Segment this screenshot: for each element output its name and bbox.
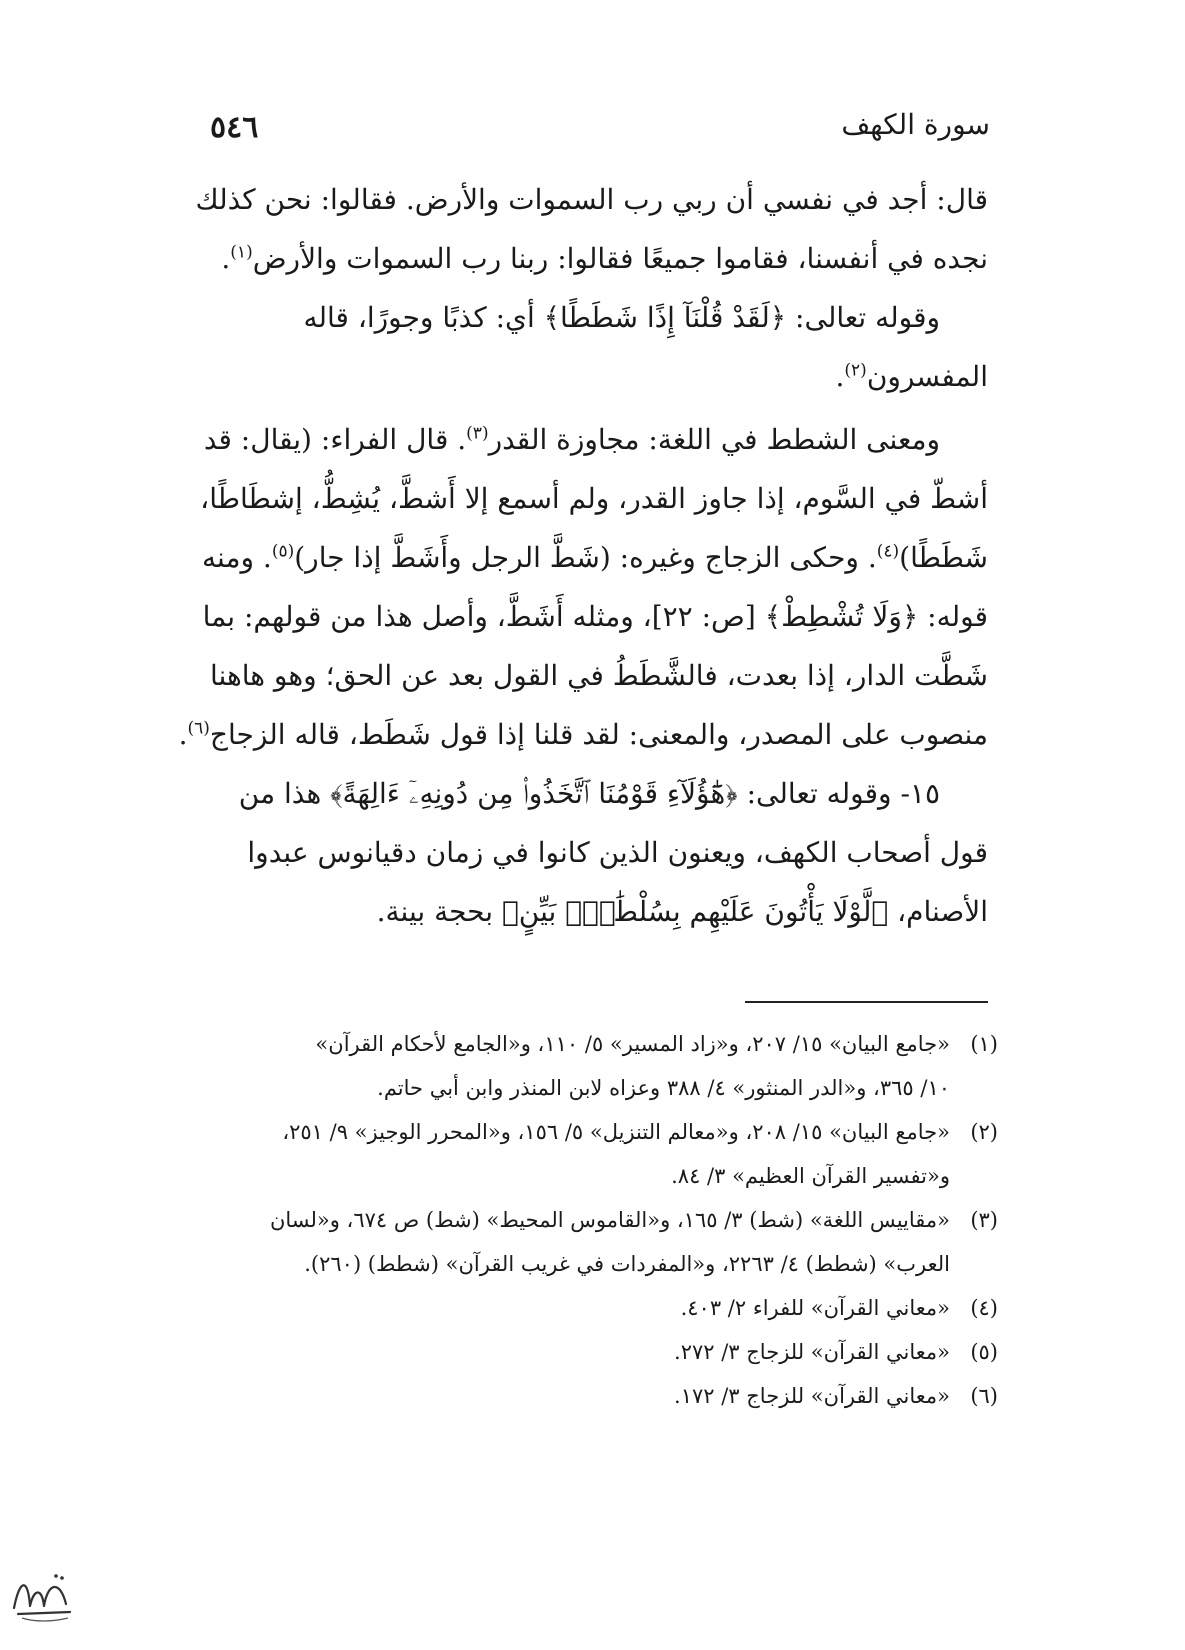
text-span: نجده في أنفسنا، فقاموا جميعًا فقالوا: ربنا رب السموات والأرض bbox=[252, 242, 988, 275]
footnote-ref: (٤) bbox=[876, 541, 900, 562]
punctuation: . bbox=[178, 718, 188, 751]
footnote-line: «معاني القرآن» للفراء ٢/ ٤٠٣. bbox=[680, 1296, 950, 1320]
footnote-line: «جامع البيان» ١٥/ ٢٠٧، و«زاد المسير» ٥/ ١١٠، و«الجامع لأحكام القرآن» bbox=[315, 1032, 950, 1056]
text-line bbox=[128, 528, 988, 587]
footnote-line: «جامع البيان» ١٥/ ٢٠٨، و«معالم التنزيل» ٥/ ١٥٦، و«المحرر الوجيز» ٩/ ٢٥١، bbox=[282, 1120, 950, 1144]
running-title: سورة الكهف bbox=[841, 108, 990, 141]
footnote-number: (١) bbox=[970, 1032, 998, 1056]
punctuation: . bbox=[221, 242, 231, 275]
page-number: ٥٤٦ bbox=[210, 110, 259, 145]
footnote-text bbox=[128, 1198, 950, 1286]
quran-quote: ﴿لَّوْلَا يَأْتُونَ عَلَيْهِم بِسُلْطَٰنٍۭ بَيِّنٍ﴾ bbox=[501, 895, 889, 928]
text-line: قال: أجد في نفسي أن ربي رب السموات والأرض. فقالوا: نحن كذلك bbox=[195, 183, 988, 216]
paragraph-1 bbox=[128, 170, 988, 288]
punctuation: . bbox=[835, 360, 845, 393]
text-span: المفسرون bbox=[866, 360, 988, 393]
footnote-text bbox=[128, 1286, 950, 1330]
footnote-number: (٢) bbox=[970, 1120, 998, 1144]
footnotes bbox=[128, 1022, 998, 1418]
quran-quote: ﴿لَقَدْ قُلْنَآ إِذًا شَطَطًا﴾ bbox=[543, 301, 787, 334]
paragraph-2 bbox=[128, 288, 988, 406]
footnote-text bbox=[128, 1330, 950, 1374]
footnote-item bbox=[128, 1022, 998, 1110]
quran-quote: ﴿وَلَا تُشْطِطْ﴾ bbox=[764, 600, 919, 633]
footnote-item bbox=[128, 1374, 998, 1418]
page-header bbox=[210, 108, 990, 154]
footnote-number: (٦) bbox=[970, 1384, 998, 1408]
text-span: . وحكى الزجاج وغيره: (شَطَّ الرجل وأَشَطَّ إذا جار) bbox=[294, 541, 877, 574]
text-line bbox=[128, 764, 988, 823]
footnote-line: العرب» (شطط) ٤/ ٢٢٦٣، و«المفردات في غريب القرآن» (شطط) (٢٦٠). bbox=[304, 1252, 950, 1276]
text-span: أي: كذبًا وجورًا، قاله bbox=[303, 301, 544, 334]
footnote-line: و«تفسير القرآن العظيم» ٣/ ٨٤. bbox=[671, 1164, 950, 1188]
text-span: الأصنام، bbox=[888, 895, 988, 928]
main-text bbox=[128, 170, 988, 941]
text-line: قول أصحاب الكهف، ويعنون الذين كانوا في زمان دقيانوس عبدوا bbox=[247, 836, 988, 869]
footnote-line: «مقاييس اللغة» (شط) ٣/ ١٦٥، و«القاموس المحيط» (شط) ص ٦٧٤، و«لسان bbox=[269, 1208, 950, 1232]
text-span: وقوله تعالى: bbox=[786, 301, 940, 334]
footnote-line: «معاني القرآن» للزجاج ٣/ ١٧٢. bbox=[674, 1384, 950, 1408]
text-line: أشطّ في السَّوم، إذا جاوز القدر، ولم أسمع إلا أَشطَّ، يُشِطُّ، إشطَاطًا، bbox=[200, 482, 988, 515]
text-line bbox=[128, 288, 988, 347]
paragraph-4 bbox=[128, 764, 988, 941]
footnote-item bbox=[128, 1286, 998, 1330]
text-span: هذا من bbox=[238, 777, 331, 810]
text-line bbox=[128, 229, 988, 288]
text-line bbox=[128, 587, 988, 646]
quran-quote: ﴿هَٰٓؤُلَآءِ قَوْمُنَا ٱتَّخَذُوا۟ مِن دُونِهِۦٓ ءَالِهَةً﴾ bbox=[330, 777, 738, 810]
text-span: شَطَطًا) bbox=[899, 541, 988, 574]
footnote-separator bbox=[745, 1001, 988, 1003]
footnote-number: (٣) bbox=[970, 1208, 998, 1232]
text-line bbox=[128, 705, 988, 764]
footnote-ref: (١) bbox=[230, 242, 253, 263]
footnote-item bbox=[128, 1330, 998, 1374]
text-span: ومعنى الشطط في اللغة: مجاوزة القدر bbox=[488, 423, 940, 456]
footnote-ref: (٥) bbox=[271, 541, 295, 562]
text-span: ١٥- وقوله تعالى: bbox=[737, 777, 940, 810]
text-line bbox=[128, 410, 988, 469]
text-span: . قال الفراء: (يقال: قد bbox=[203, 423, 467, 456]
footnote-text bbox=[128, 1374, 950, 1418]
footnote-number: (٥) bbox=[970, 1340, 998, 1364]
footnote-item bbox=[128, 1110, 998, 1198]
text-span: . ومنه bbox=[202, 541, 272, 574]
text-line: شَطَّت الدار، إذا بعدت، فالشَّطَطُ في القول بعد عن الحق؛ وهو هاهنا bbox=[209, 659, 988, 692]
footnote-ref: (٦) bbox=[187, 718, 210, 739]
footnote-ref: (٣) bbox=[466, 423, 489, 444]
footnote-number: (٤) bbox=[970, 1296, 998, 1320]
text-span: [ص: ٢٢]، ومثله أَشَطَّ، وأصل هذا من قولهم: بما bbox=[202, 600, 765, 633]
paragraph-3 bbox=[128, 410, 988, 764]
library-logo bbox=[8, 1568, 78, 1624]
text-span: منصوب على المصدر، والمعنى: لقد قلنا إذا قول شَطَط، قاله الزجاج bbox=[209, 718, 988, 751]
text-span: بحجة بينة. bbox=[376, 895, 502, 928]
text-line bbox=[128, 347, 988, 406]
footnote-ref: (٢) bbox=[844, 360, 867, 381]
text-span: قوله: bbox=[918, 600, 988, 633]
footnote-text bbox=[128, 1022, 950, 1110]
text-line bbox=[128, 882, 988, 941]
footnote-line: «معاني القرآن» للزجاج ٣/ ٢٧٢. bbox=[674, 1340, 950, 1364]
footnote-text bbox=[128, 1110, 950, 1198]
footnote-line: ١٠/ ٣٦٥، و«الدر المنثور» ٤/ ٣٨٨ وعزاه لابن المنذر وابن أبي حاتم. bbox=[377, 1076, 950, 1100]
footnote-item bbox=[128, 1198, 998, 1286]
